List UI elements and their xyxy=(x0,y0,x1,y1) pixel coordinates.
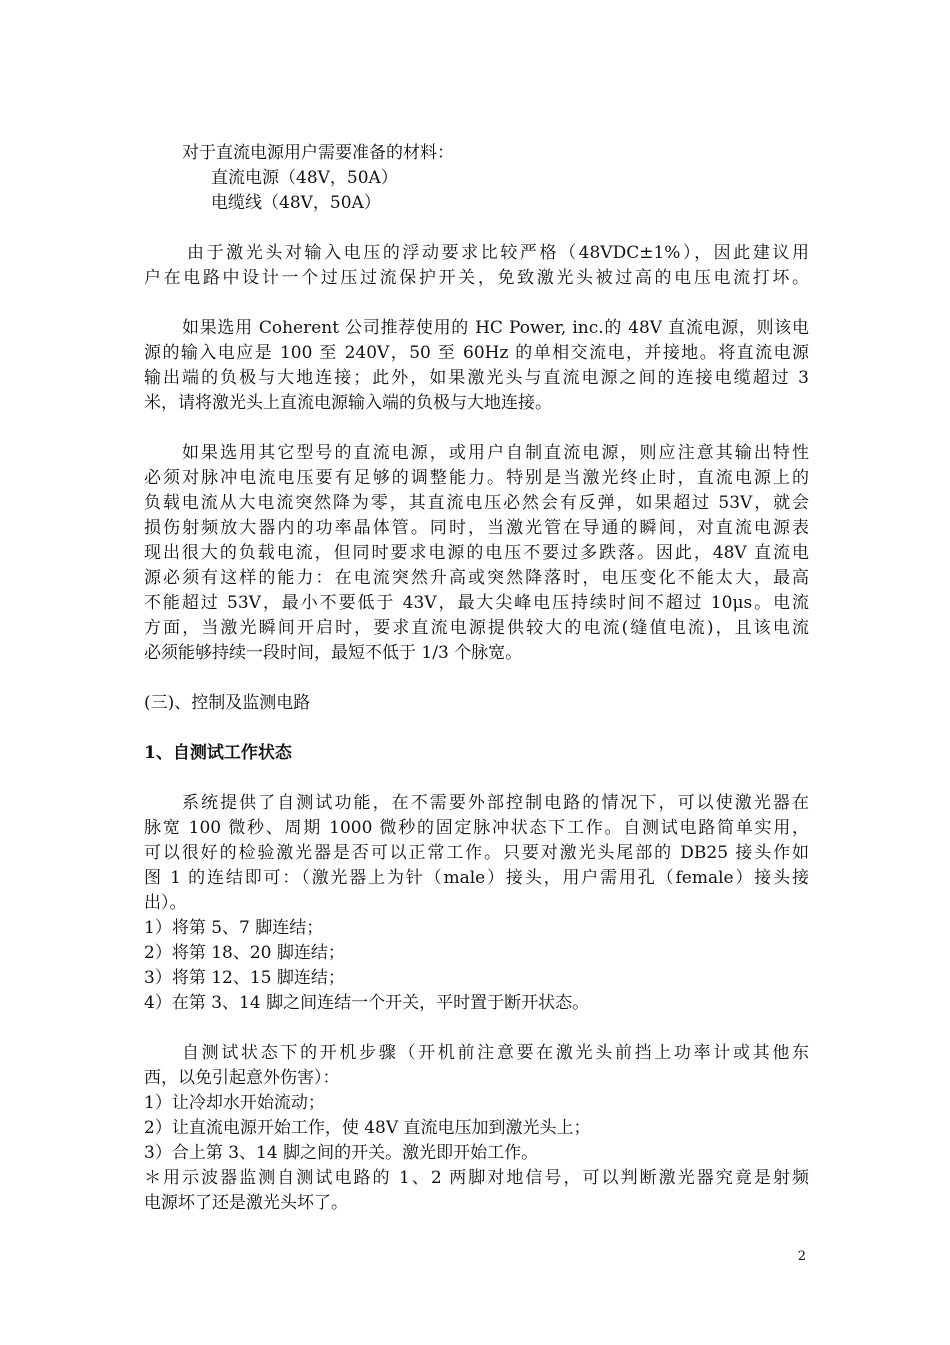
para4-line1: 系统提供了自测试功能，在不需要外部控制电路的情况下，可以使激光器在 xyxy=(182,793,809,813)
para3-line4: 损伤射频放大器内的功率晶体管。同时，当激光管在导通的瞬间，对直流电源表 xyxy=(144,518,809,538)
para5-line1: 自测试状态下的开机步骤（开机前注意要在激光头前挡上功率计或其他东 xyxy=(182,1043,809,1063)
startup-step: 1）让冷却水开始流动； xyxy=(144,1093,325,1113)
para3-line9: 必须能够持续一段时间，最短不低于 1/3 个脉宽。 xyxy=(144,643,523,663)
para3-line7: 不能超过 53V，最小不要低于 43V，最大尖峰电压持续时间不超过 10μs。电流 xyxy=(144,593,809,613)
startup-step: 2）让直流电源开始工作，使 48V 直流电压加到激光头上； xyxy=(144,1118,591,1138)
para3-line2: 必须对脉冲电流电压要有足够的调整能力。特别是当激光终止时，直流电源上的 xyxy=(144,468,809,488)
step-item: 1）将第 5、7 脚连结； xyxy=(144,918,324,938)
startup-step: 3）合上第 3、14 脚之间的开关。激光即开始工作。 xyxy=(144,1143,539,1163)
para4-line3: 可以很好的检验激光器是否可以正常工作。只要对激光头尾部的 DB25 接头作如 xyxy=(144,843,809,863)
materials-item-dc-power: 直流电源（48V，50A） xyxy=(211,168,398,188)
para4-line5: 出）。 xyxy=(144,893,187,913)
step-item: 2）将第 18、20 脚连结； xyxy=(144,943,345,963)
para2-line3: 输出端的负极与大地连接；此外，如果激光头与直流电源之间的连接电缆超过 3 xyxy=(144,368,809,388)
para2-line2: 源的输入电应是 100 至 240V，50 至 60Hz 的单相交流电，并接地。将直流电源 xyxy=(144,343,809,363)
note-line1: ＊用示波器监测自测试电路的 1、2 两脚对地信号，可以判断激光器究竟是射频 xyxy=(144,1168,809,1188)
materials-intro: 对于直流电源用户需要准备的材料： xyxy=(182,143,454,163)
para3-line1: 如果选用其它型号的直流电源，或用户自制直流电源，则应注意其输出特性 xyxy=(182,443,809,463)
subsection-heading: 1、自测试工作状态 xyxy=(144,743,292,763)
para3-line5: 现出很大的负载电流，但同时要求电源的电压不要过多跌落。因此，48V 直流电 xyxy=(144,543,809,563)
para2-line1: 如果选用 Coherent 公司推荐使用的 HC Power, inc.的 48V 直流电源，则该电 xyxy=(182,318,809,338)
para1-line1: 由于激光头对输入电压的浮动要求比较严格（48VDC±1%），因此建议用 xyxy=(187,243,809,263)
section-heading: (三)、控制及监测电路 xyxy=(144,693,311,713)
para3-line8: 方面，当激光瞬间开启时，要求直流电源提供较大的电流(缝值电流)，且该电流 xyxy=(144,618,809,638)
para3-line3: 负载电流从大电流突然降为零，其直流电压必然会有反弹，如果超过 53V，就会 xyxy=(144,493,809,513)
step-item: 3）将第 12、15 脚连结； xyxy=(144,968,345,988)
note-line2: 电源坏了还是激光头坏了。 xyxy=(144,1193,348,1213)
para1-line2: 户在电路中设计一个过压过流保护开关，免致激光头被过高的电压电流打坏。 xyxy=(144,268,809,288)
para4-line2: 脉宽 100 微秒、周期 1000 微秒的固定脉冲状态下工作。自测试电路简单实用， xyxy=(144,818,809,838)
step-item: 4）在第 3、14 脚之间连结一个开关，平时置于断开状态。 xyxy=(144,993,590,1013)
materials-item-cable: 电缆线（48V，50A） xyxy=(211,193,381,213)
para3-line6: 源必须有这样的能力：在电流突然升高或突然降落时，电压变化不能太大，最高 xyxy=(144,568,809,588)
para4-line4: 图 1 的连结即可：（激光器上为针（male）接头，用户需用孔（female）接头接 xyxy=(144,868,809,888)
para5-line2: 西，以免引起意外伤害）： xyxy=(144,1068,340,1088)
para2-line4: 米，请将激光头上直流电源输入端的负极与大地连接。 xyxy=(144,393,552,413)
page-number: 2 xyxy=(797,1249,806,1264)
